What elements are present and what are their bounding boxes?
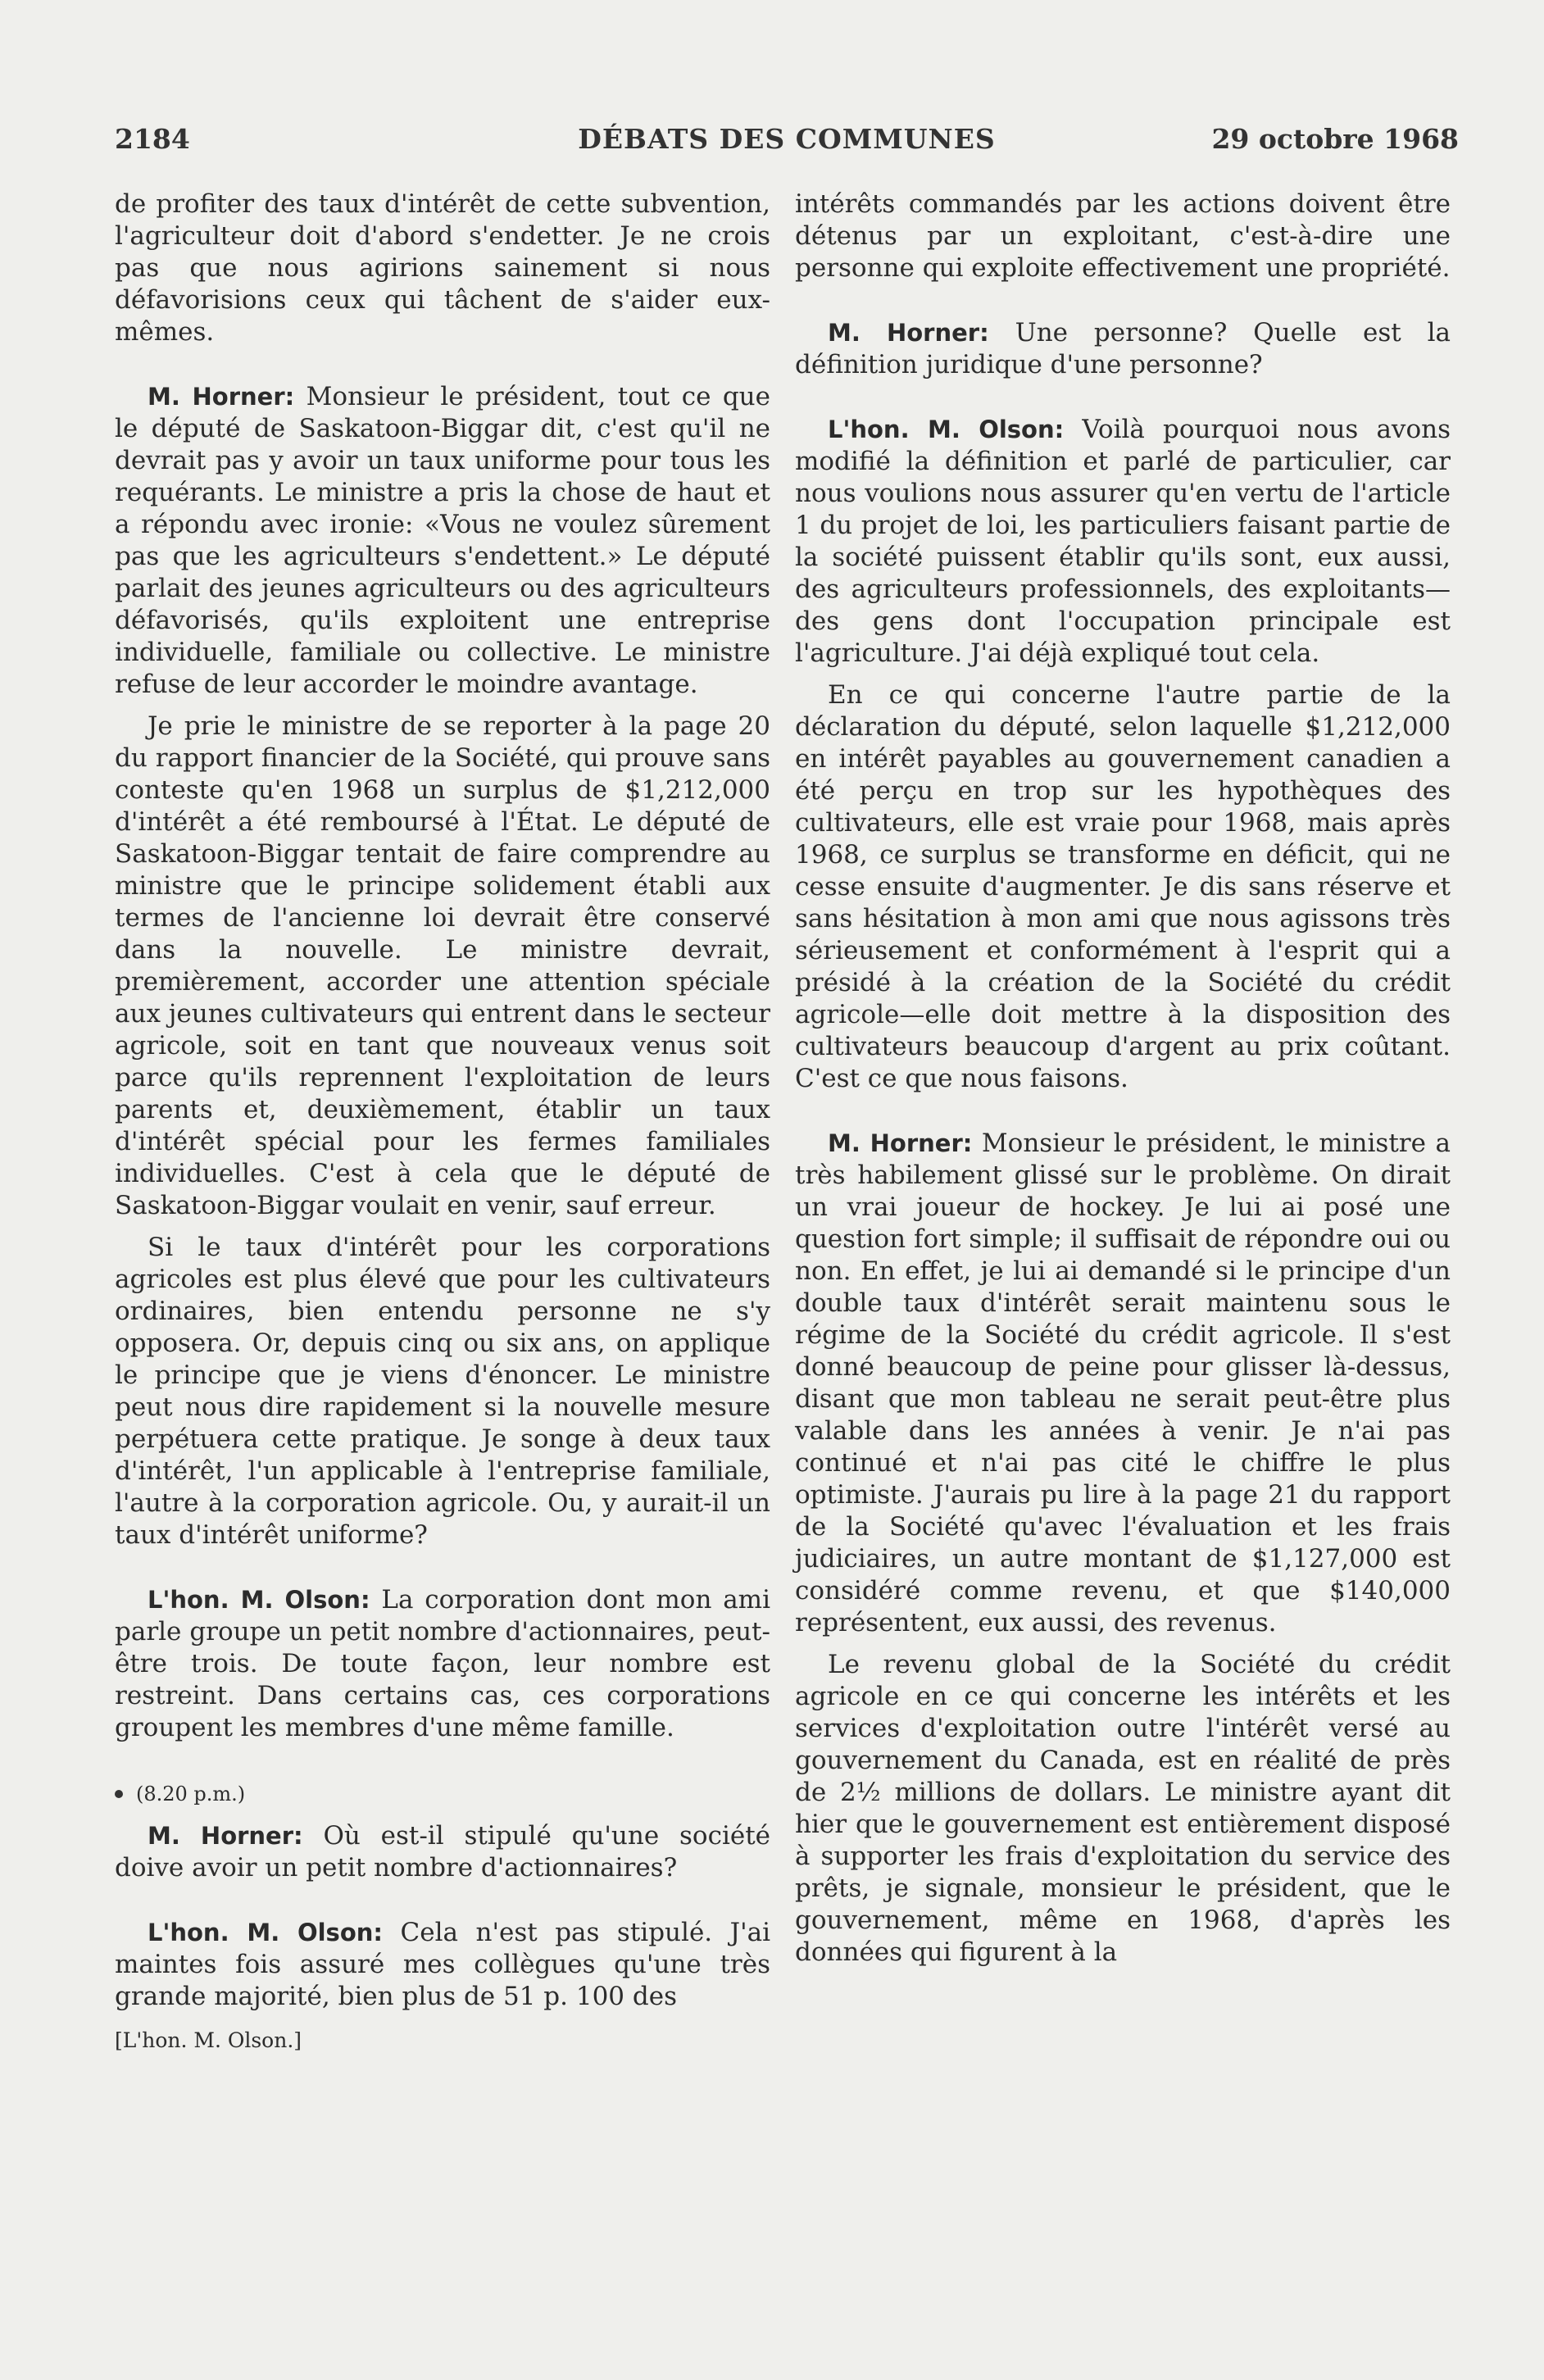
paragraph: [795, 1128, 1451, 1639]
page-date: 29 octobre 1968: [1211, 123, 1459, 155]
speech-text: Voilà pourquoi nous avons modifié la définition et parlé de particulier, car nous voulions nous assurer qu'en vertu de l'article 1 du projet de loi, les particuliers faisant partie de la société puissent établir qu'ils sont, eux aussi, des agriculteurs professionnels, des exploitants—des gens dont l'occupation principale est l'agriculture. J'ai déjà expliqué tout cela.: [795, 415, 1451, 668]
paragraph: Si le taux d'intérêt pour les corporations agricoles est plus élevé que pour les cultivateurs ordinaires, bien entendu personne ne s'y opposera. Or, depuis cinq ou six ans, on applique le principe que je viens d'énoncer. Le ministre peut nous dire rapidement si la nouvelle mesure perpétuera cette pratique. Je songe à deux taux d'intérêt, l'un applicable à l'entreprise familiale, l'autre à la corporation agricole. Ou, y aurait-il un taux d'intérêt uniforme?: [115, 1233, 770, 1550]
speech-text: Où est-il stipulé qu'une société doive avoir un petit nombre d'actionnaires?: [115, 1821, 771, 1883]
speech-text: Monsieur le président, le ministre a très habilement glissé sur le problème. On dirait un vrai joueur de hockey. Je lui ai posé une question fort simple; il suffisait de répondre oui ou non. En effet, je lui ai demandé si le principe d'un double taux d'intérêt serait maintenu sous le régime de la Société du crédit agricole. Il s'est donné beaucoup de peine pour glisser là-dessus, disant que mon tableau ne serait peut-être plus valable dans les années à venir. Je n'ai pas continué et n'ai pas cité le chiffre le plus optimiste. J'aurais pu lire à la page 21 du rapport de la Société qu'avec l'évaluation et les frais judiciaires, un autre montant de $1,127,000 est considéré comme revenu, et que $140,000 représentent, eux aussi, des revenus.: [795, 1129, 1451, 1637]
paragraph: [795, 414, 1451, 670]
paragraph: [795, 317, 1451, 381]
paragraph: [115, 1820, 770, 1884]
footer-speaker: [L'hon. M. Olson.]: [115, 2028, 302, 2052]
time-text: (8.20 p.m.): [136, 1783, 246, 1805]
paragraph: [115, 381, 770, 701]
paragraph: Le revenu global de la Société du crédit agricole en ce qui concerne les intérêts et les services d'exploitation outre l'intérêt versé au gouvernement du Canada, est en réalité de près de 2½ millions de dollars. Le ministre ayant dit hier que le gouvernement est entièrement disposé à supporter les frais d'exploitation du service des prêts, je signale, monsieur le président, que le gouvernement, même en 1968, d'après les données qui figurent à la: [795, 1650, 1451, 1967]
page-header: [115, 123, 1459, 164]
paragraph: [115, 1917, 770, 2013]
speaker-name: L'hon. M. Olson:: [148, 1919, 383, 1946]
speaker-name: M. Horner:: [828, 319, 989, 347]
bullet-icon: [115, 1790, 123, 1798]
speech-text: Une personne? Quelle est la définition juridique d'une personne?: [795, 318, 1451, 379]
speaker-name: L'hon. M. Olson:: [148, 1586, 370, 1614]
right-column: [795, 188, 1451, 1969]
speaker-name: L'hon. M. Olson:: [828, 416, 1065, 443]
time-stamp: [115, 1777, 770, 1810]
paragraph: En ce qui concerne l'autre partie de la déclaration du député, selon laquelle $1,212,000 en intérêt payables au gouvernement canadien a été perçu en trop sur les hypothèques des cultivateurs, elle est vraie pour 1968, mais après 1968, ce surplus se transforme en déficit, qui ne cesse ensuite d'augmenter. Je dis sans réserve et sans hésitation à mon ami que nous agissons très sérieusement et conformément à l'esprit qui a présidé à la création de la Société du crédit agricole—elle doit mettre à la disposition des cultivateurs beaucoup d'argent au prix coûtant. C'est ce que nous faisons.: [795, 680, 1451, 1093]
speaker-name: M. Horner:: [148, 1822, 303, 1850]
left-column: [115, 188, 770, 2056]
paragraph: Je prie le ministre de se reporter à la page 20 du rapport financier de la Société, qui prouve sans conteste qu'en 1968 un surplus de $1,212,000 d'intérêt a été remboursé à l'État. Le député de Saskatoon-Biggar tentait de faire comprendre au ministre que le principe solidement établi aux termes de l'ancienne loi devrait être conservé dans la nouvelle. Le ministre devrait, premièrement, accorder une attention spéciale aux jeunes cultivateurs qui entrent dans le secteur agricole, soit en tant que nouveaux venus soit parce qu'ils reprennent l'exploitation de leurs parents et, deuxièmement, établir un taux d'intérêt spécial pour les fermes familiales individuelles. C'est à cela que le député de Saskatoon-Biggar voulait en venir, sauf erreur.: [115, 711, 770, 1220]
speech-text: Monsieur le président, tout ce que le député de Saskatoon-Biggar dit, c'est qu'il ne devrait pas y avoir un taux uniforme pour tous les requérants. Le ministre a pris la chose de haut et a répondu avec ironie: «Vous ne voulez sûrement pas que les agriculteurs s'endettent.» Le député parlait des jeunes agriculteurs ou des agriculteurs défavorisés, qu'ils exploitent une entreprise individuelle, familiale ou collective. Le ministre refuse de leur accorder le moindre avantage.: [115, 382, 770, 699]
paragraph: [115, 1584, 770, 1744]
speaker-name: M. Horner:: [148, 383, 295, 411]
paragraph: intérêts commandés par les actions doivent être détenus par un exploitant, c'est-à-dire une personne qui exploite effectivement une propriété.: [795, 189, 1451, 283]
speech-text: Cela n'est pas stipulé. J'ai maintes fois assuré mes collègues qu'une très grande majorité, bien plus de 51 p. 100 des: [115, 1918, 770, 2011]
speech-text: La corporation dont mon ami parle groupe un petit nombre d'actionnaires, peut-être trois. De toute façon, leur nombre est restreint. Dans certains cas, ces corporations groupent les membres d'une même famille.: [115, 1585, 770, 1742]
page-number: 2184: [115, 123, 190, 155]
paragraph: de profiter des taux d'intérêt de cette subvention, l'agriculteur doit d'abord s'endetter. Je ne crois pas que nous agirions sainement si nous défavorisions ceux qui tâchent de s'aider eux-mêmes.: [115, 189, 770, 347]
page-title: DÉBATS DES COMMUNES: [578, 123, 996, 155]
speaker-name: M. Horner:: [828, 1129, 973, 1157]
